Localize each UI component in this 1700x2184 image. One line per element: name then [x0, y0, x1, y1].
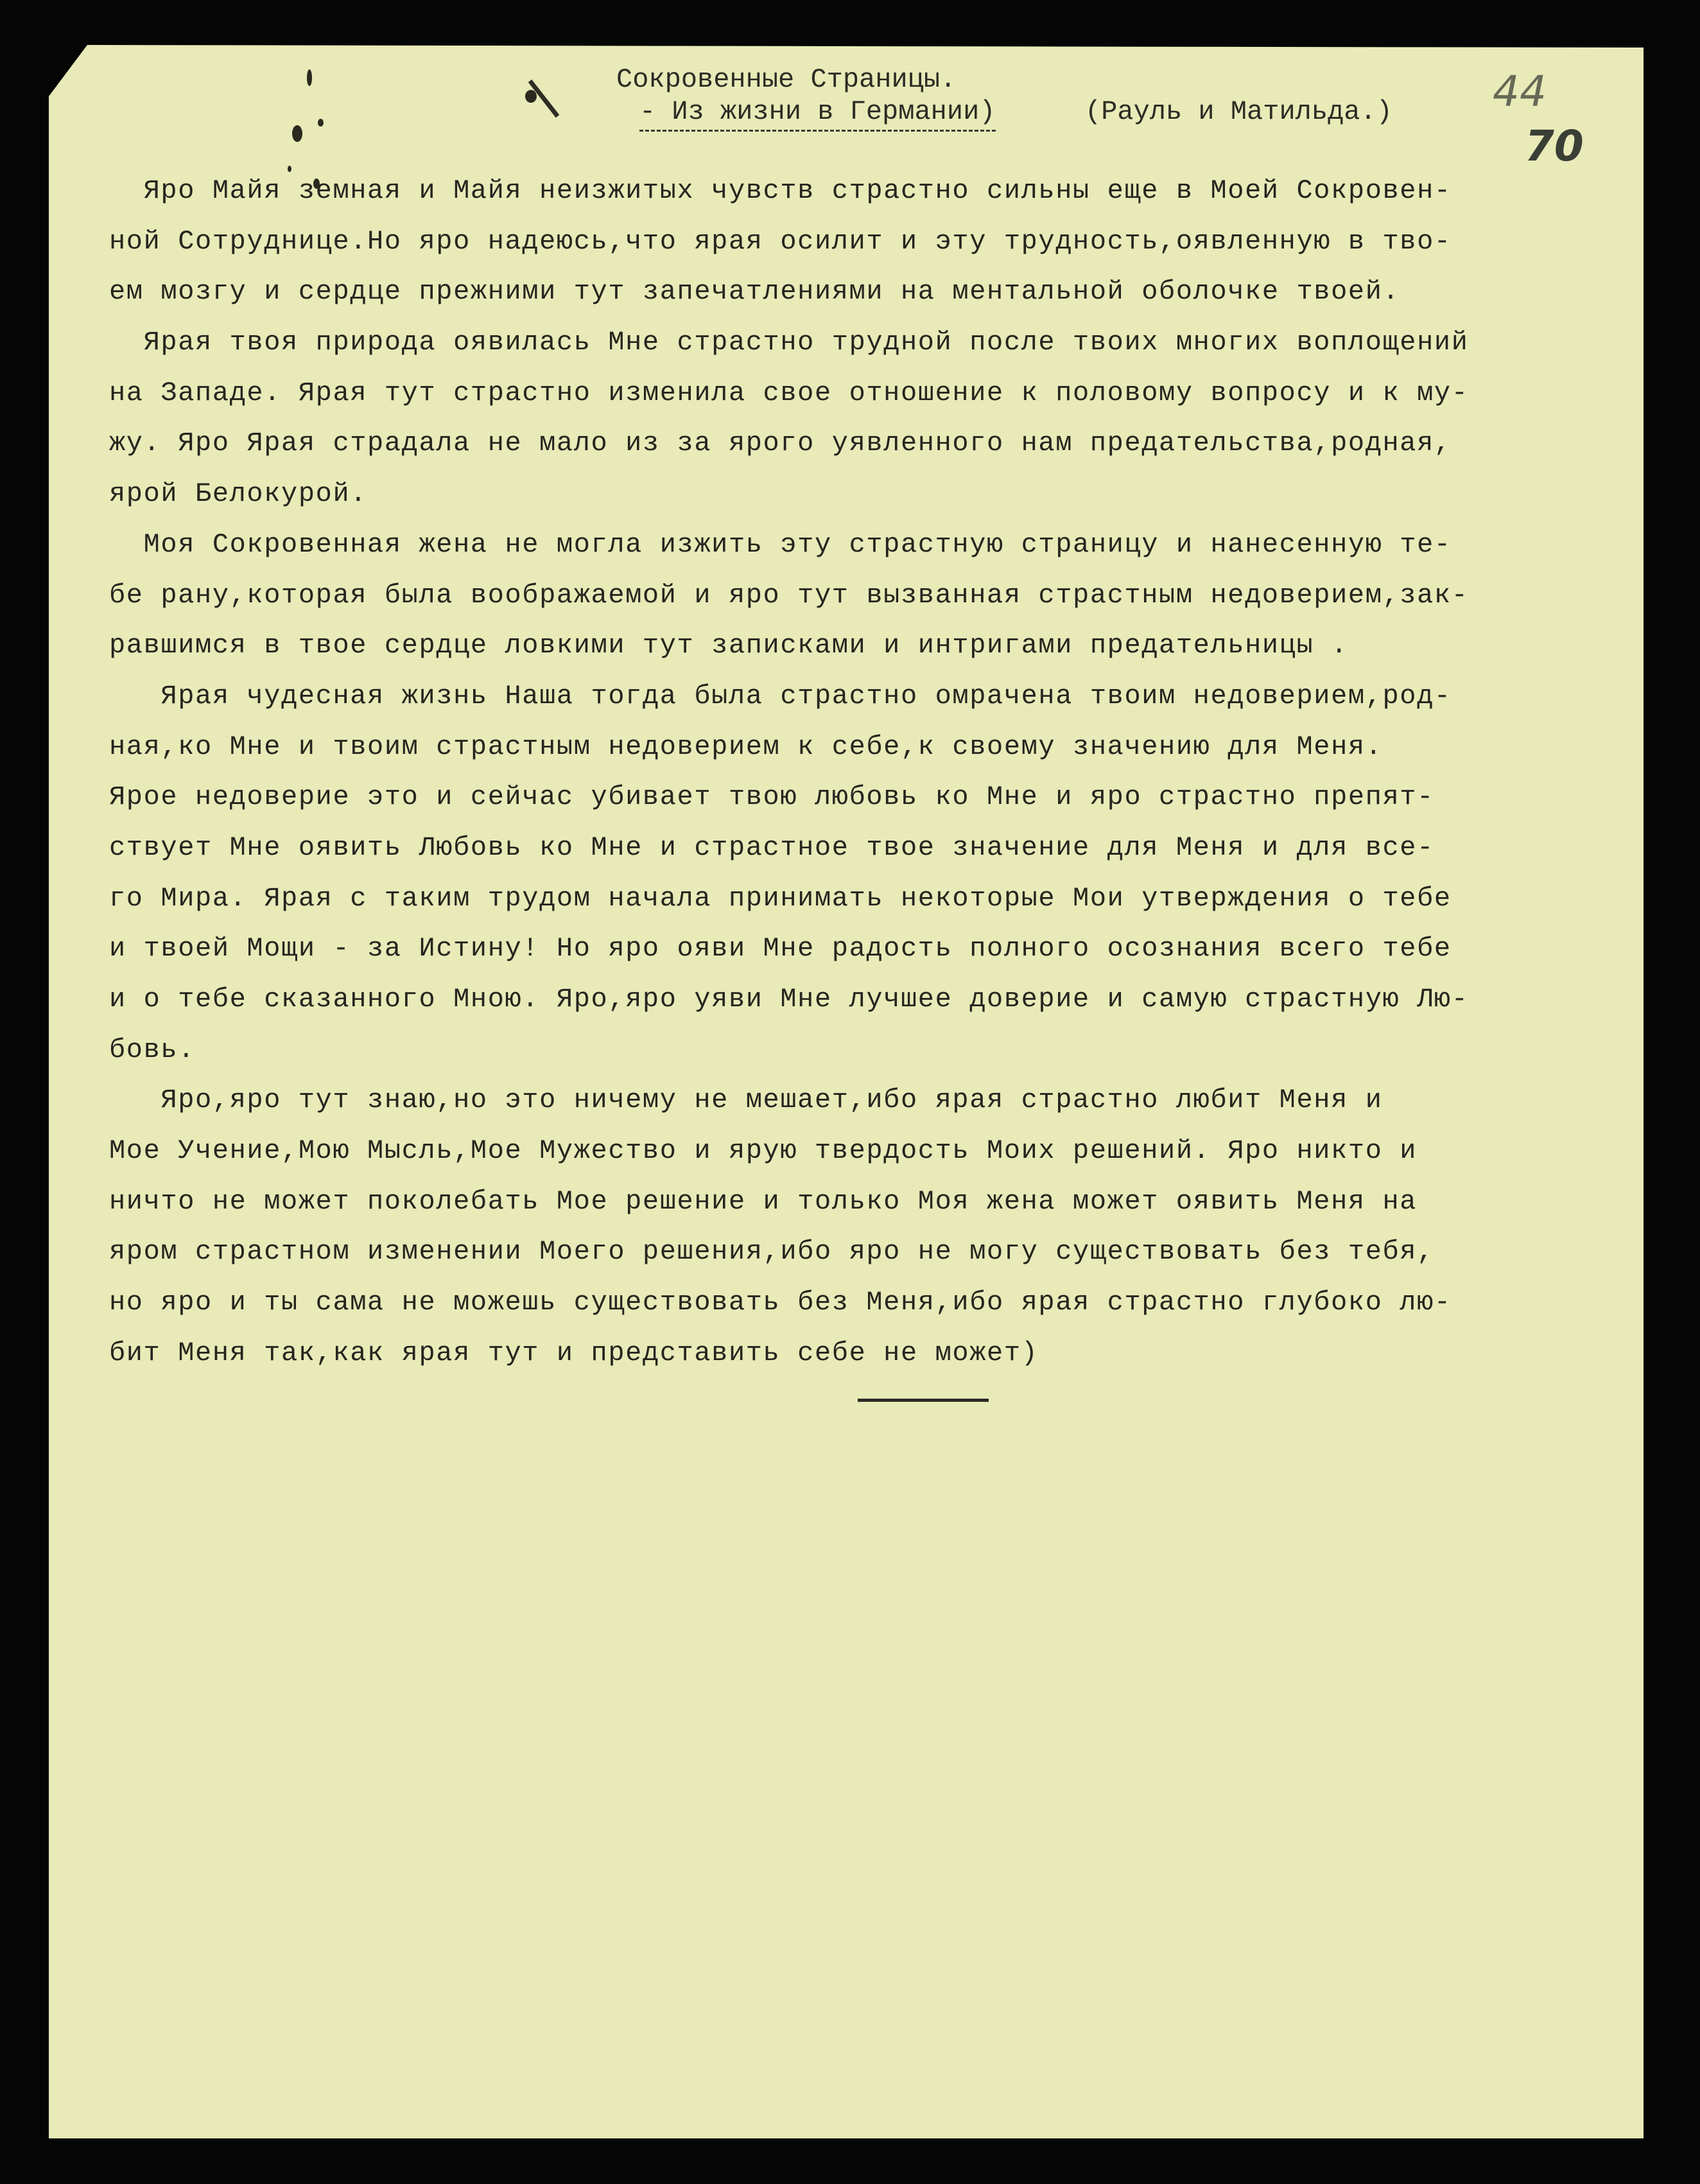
text-line: ничто не может поколебать Мое решение и только Моя жена может оявить Меня на [109, 1185, 1418, 1217]
folio-number: 70 [1525, 121, 1584, 171]
text-line: жу. Яро Ярая страдала не мало из за ярого уявленного нам предательства,родная, [109, 428, 1452, 459]
ink-speck [292, 125, 302, 142]
document-title: Сокровенные Страницы. [616, 64, 957, 95]
text-line: ная,ко Мне и твоим страстным недоверием к себе,к своему значению для Меня. [109, 731, 1383, 762]
text-line: Яро,яро тут знаю,но это ничему не мешает,ибо ярая страстно любит Меня и [109, 1085, 1383, 1116]
text-line: но яро и ты сама не можешь существовать без Меня,ибо ярая страстно глубоко лю- [109, 1287, 1452, 1318]
ink-speck [525, 90, 537, 103]
text-line: бовь. [109, 1034, 196, 1065]
subtitle-persons: (Рауль и Матильда.) [1085, 96, 1392, 127]
text-line: Мое Учение,Мою Мысль,Мое Мужество и ярую твердость Моих решений. Яро никто и [109, 1135, 1418, 1167]
text-line: ной Сотруднице.Но яро надеюсь,что ярая осилит и эту трудность,оявленную в тво- [109, 225, 1452, 257]
text-line: и о тебе сказанного Мною. Яро,яро уяви Мне лучшее доверие и самую страстную Лю- [109, 984, 1469, 1015]
text-line: Ярая твоя природа оявилась Мне страстно трудной после твоих многих воплощений [109, 327, 1469, 358]
subtitle-text: - Из жизни в Германии) [639, 96, 996, 132]
document-subtitle [639, 96, 996, 127]
text-line: Ярое недоверие это и сейчас убивает твою любовь ко Мне и яро страстно препят- [109, 782, 1434, 813]
text-line: равшимся в твое сердце ловкими тут записками и интригами предательницы . [109, 630, 1348, 661]
text-line: Яро Майя земная и Майя неизжитых чувств страстно сильны еще в Моей Сокровен- [109, 175, 1452, 206]
text-line: ем мозгу и сердце прежними тут запечатлениями на ментальной оболочке твоей. [109, 276, 1400, 308]
ink-speck [307, 69, 312, 86]
body-text [109, 166, 1560, 1379]
text-line: Ярая чудесная жизнь Наша тогда была страстно омрачена твоим недоверием,род- [109, 680, 1452, 712]
closing-rule [858, 1399, 989, 1402]
text-line: го Мира. Ярая с таким трудом начала принимать некоторые Мои утверждения о тебе [109, 882, 1452, 914]
text-line: Моя Сокровенная жена не могла изжить эту страстную страницу и нанесенную те- [109, 529, 1452, 560]
text-line: яром страстном изменении Моего решения,ибо яро не могу существовать без тебя, [109, 1236, 1434, 1268]
text-line: и твоей Мощи - за Истину! Но яро ояви Мне радость полного осознания всего тебе [109, 933, 1452, 965]
text-line: на Западе. Ярая тут страстно изменила свое отношение к половому вопросу и к му- [109, 377, 1469, 408]
text-line: ствует Мне оявить Любовь ко Мне и страстное твое значение для Меня и для все- [109, 832, 1434, 863]
ink-speck [318, 119, 324, 127]
text-line: бит Меня так,как ярая тут и представить себе не может) [109, 1337, 1039, 1368]
text-line: бе рану,которая была воображаемой и яро тут вызванная страстным недоверием,зак- [109, 579, 1469, 611]
folio-number-old: 44 [1493, 67, 1547, 116]
text-line: ярой Белокурой. [109, 478, 368, 510]
